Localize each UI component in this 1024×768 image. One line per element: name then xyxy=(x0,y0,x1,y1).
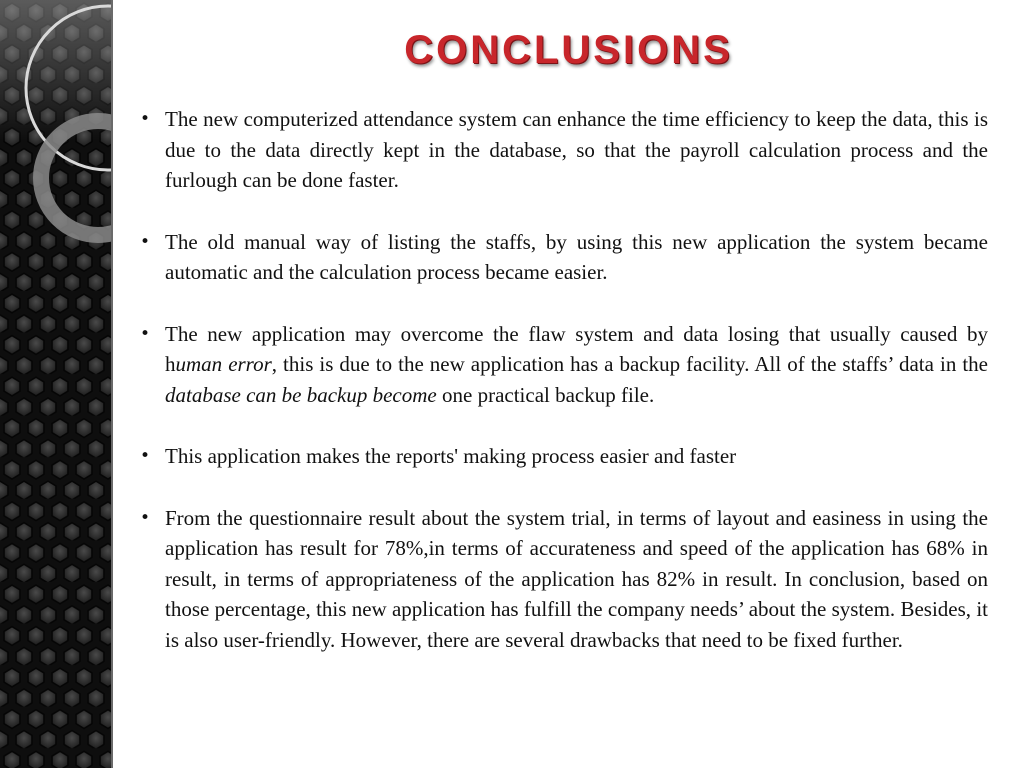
conclusion-bullet-list xyxy=(138,104,988,686)
bullet-dot-icon: • xyxy=(140,446,151,466)
bullet-dot-icon: • xyxy=(140,109,151,129)
ring-small-icon xyxy=(0,0,113,260)
bullet-text: The new application may overcome the flaw system and data losing that usually caused by h xyxy=(165,321,988,376)
bullet-item xyxy=(138,503,988,656)
decorative-side-panel xyxy=(0,0,113,768)
bullet-text: The new computerized attendance system can enhance the time efficiency to keep the data, this is due to the data directly kept in the database, so that the payroll calculation process and the furlough can be done faster. xyxy=(165,107,988,192)
bullet-dot-icon: • xyxy=(140,323,151,344)
bullet-text: one practical backup file. xyxy=(436,382,655,407)
bullet-text: The old manual way of listing the staffs, by using this new application the system became automatic and the calculation process became easier. xyxy=(165,229,988,284)
bullet-item xyxy=(138,104,988,196)
bullet-item xyxy=(138,441,988,472)
bullet-text-italic: uman error xyxy=(175,352,272,376)
bullet-text: This application makes the reports' making process easier and faster xyxy=(165,444,737,468)
bullet-item xyxy=(138,319,988,411)
bullet-text-italic: database can be backup become xyxy=(165,382,437,407)
bullet-dot-icon: • xyxy=(140,507,151,528)
bullet-text: , this is due to the new application has a backup facility. All of the staffs’ data in the xyxy=(271,352,988,376)
bullet-item xyxy=(138,227,988,288)
bullet-dot-icon: • xyxy=(140,231,151,252)
panel-edge xyxy=(111,0,113,768)
bullet-text: From the questionnaire result about the system trial, in terms of layout and easiness in using the application has result for 78%,in terms of accurateness and speed of the application has 68% in result, in terms of appropriateness of the application has 82% in result. In conclusion, based on those percentage, this new application has fulfill the company needs’ about the system. Besides, it is also user-friendly. However, there are several drawbacks that need to be fixed further. xyxy=(165,505,988,652)
slide-title: CONCLUSIONS xyxy=(404,28,733,72)
